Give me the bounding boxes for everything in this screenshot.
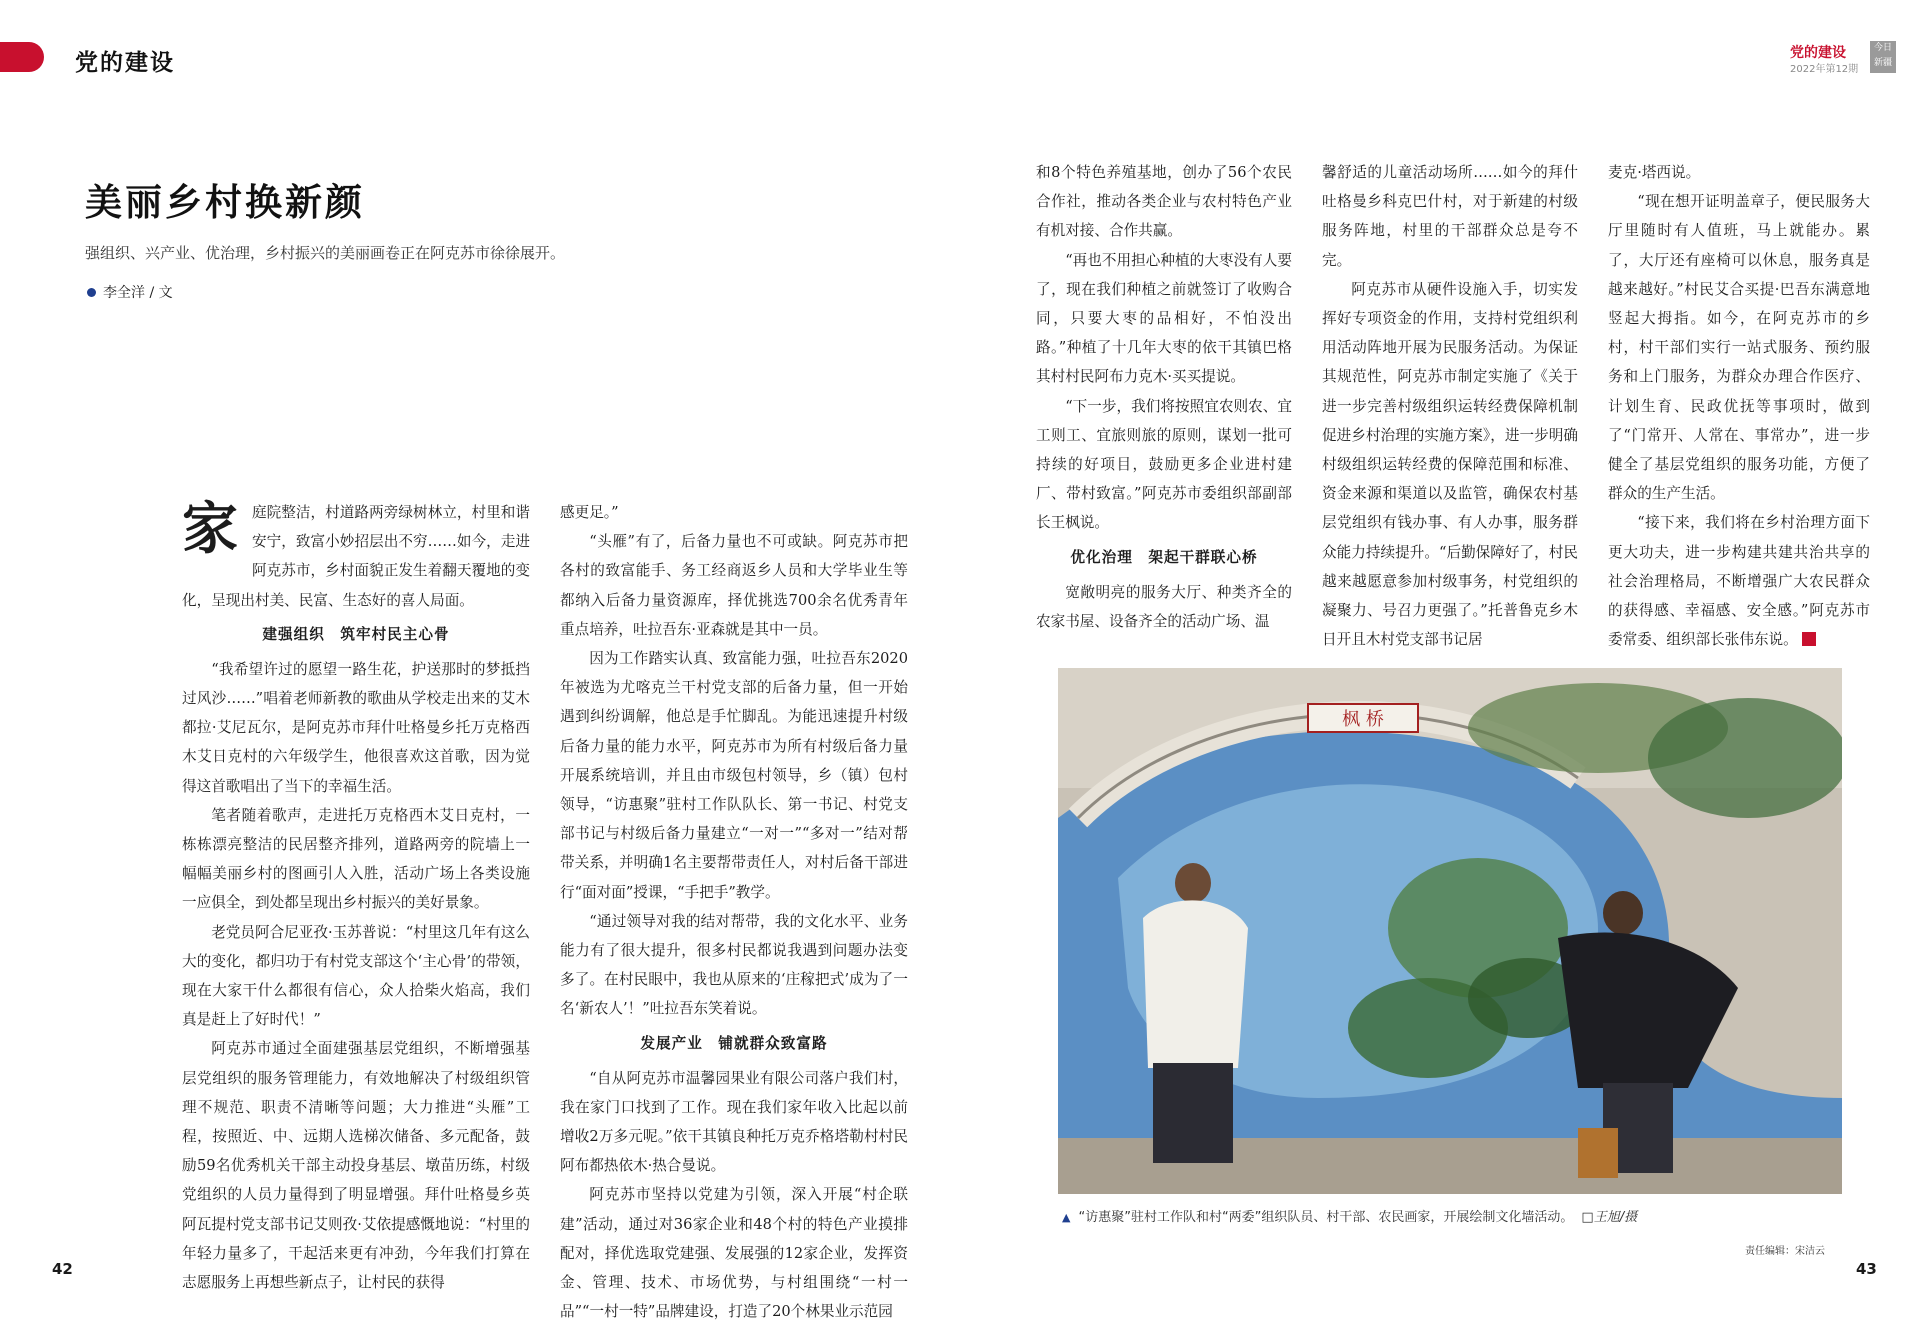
article-photo [1058,668,1842,1194]
author-bullet-icon [87,288,96,297]
running-header-title: 党的建设 [1790,45,1846,61]
lead-paragraph: 家庭院整洁，村道路两旁绿树林立，村里和谐安宁，致富小妙招层出不穷……如今，走进阿克苏市，乡村面貌正发生着翻天覆地的变化，呈现出村美、民富、生态好的喜人局面。 [182,497,530,609]
paragraph: 阿克苏市坚持以党建为引领，深入开展“村企联建”活动，通过对36家企业和48个村的特色产业摸排配对，择优选取党建强、发展强的12家企业，发挥资金、管理、技术、市场优势，与村组围绕“一村一品”“一村一特”品牌建设，打造了20个林果业示范园 [560,1186,908,1321]
column-1 [182,498,530,1297]
paragraph: 麦克·塔西说。 [1608,164,1701,181]
section-heading-2: 发展产业 铺就群众致富路 [640,1034,828,1052]
paragraph: 馨舒适的儿童活动场所……如今的拜什吐格曼乡科克巴什村，对于新建的村级服务阵地，村里的干部群众总是夸不完。 [1322,164,1578,269]
magazine-logo-box: 今日 新疆 [1870,41,1896,73]
column-3 [1036,158,1292,636]
column-2 [560,498,908,1326]
paragraph: “下一步，我们将按照宜农则农、宜工则工、宜旅则旅的原则，谋划一批可持续的好项目，鼓励更多企业进村建厂、带村致富。”阿克苏市委组织部副部长王枫说。 [1036,397,1292,532]
paragraph: 阿克苏市从硬件设施入手，切实发挥好专项资金的作用，支持村党组织利用活动阵地开展为民服务活动。为保证其规范性，阿克苏市制定实施了《关于进一步完善村级组织运转经费保障机制促进乡村治理的实施方案》，进一步明确村级组织运转经费的保障范围和标准、资金来源和渠道以及监管，确保农村基层党组织有钱办事、有人办事，服务群众能力持续提升。“后勤保障好了，村民越来越愿意参加村级事务，村党组织的凝聚力、号召力更强了。”托普鲁克乡木日开且木村党支部书记居 [1322,280,1578,649]
paragraph: 阿克苏市通过全面建强基层党组织，不断增强基层党组织的服务管理能力，有效地解决了村级组织管理不规范、职责不清晰等问题；大力推进“头雁”工程，按照近、中、远期人选梯次储备、多元配备，鼓励59名优秀机关干部主动投身基层、墩苗历练，村级党组织的人员力量得到了明显增强。拜什吐格曼乡英阿瓦提村党支部书记艾则孜·艾依提感慨地说：“村里的年轻力量多了，干起活来更有冲劲，今年我们打算在志愿服务上再想些新点子，让村民的获得 [182,1040,530,1292]
caption-triangle-icon: ▲ [1062,1211,1071,1224]
end-of-article-mark [1802,632,1816,646]
paragraph: “头雁”有了，后备力量也不可或缺。阿克苏市把各村的致富能手、务工经商返乡人员和大学毕业生等都纳入后备力量资源库，择优挑选700余名优秀青年重点培养，吐拉吾东·亚森就是其中一员。 [560,533,908,638]
article-subtitle: 强组织、兴产业、优治理，乡村振兴的美丽画卷正在阿克苏市徐徐展开。 [85,244,566,262]
paragraph: 和8个特色养殖基地，创办了56个农民合作社，推动各类企业与农村特色产业有机对接、合作共赢。 [1036,164,1292,240]
section-heading-3: 优化治理 架起干群联心桥 [1070,548,1258,566]
page-number-right: 43 [1856,1260,1877,1278]
responsible-editor: 责任编辑：宋洁云 [1745,1246,1825,1257]
paragraph: 老党员阿合尼亚孜·玉苏普说：“村里这几年有这么大的变化，都归功于有村党支部这个‘主心骨’的带领，现在大家干什么都很有信心，众人拾柴火焰高，我们真是赶上了好时代！” [182,923,530,1029]
column-4 [1322,158,1578,654]
paragraph: “接下来，我们将在乡村治理方面下更大功夫，进一步构建共建共治共享的社会治理格局，不断增强广大农民群众的获得感、幸福感、安全感。”阿克苏市委常委、组织部长张伟东说。 [1608,514,1870,649]
paragraph: “再也不用担心种植的大枣没有人要了，现在我们种植之前就签订了收购合同，只要大枣的品相好，不怕没出路。”种植了十几年大枣的依干其镇巴格其村村民阿布力克木·买买提说。 [1036,251,1292,386]
paragraph: “我希望许过的愿望一路生花，护送那时的梦抵挡过风沙……”唱着老师新教的歌曲从学校走出来的艾木都拉·艾尼瓦尔，是阿克苏市拜什吐格曼乡托万克格西木艾日克村的六年级学生，他很喜欢这首歌，因为觉得这首歌唱出了当下的幸福生活。 [182,660,530,795]
paragraph: “自从阿克苏市温馨园果业有限公司落户我们村，我在家门口找到了工作。现在我们家年收入比起以前增收2万多元呢。”依干其镇良种托万克乔格塔勒村村民阿布都热依木·热合曼说。 [560,1069,908,1175]
paragraph: 宽敞明亮的服务大厅、种类齐全的农家书屋、设备齐全的活动广场、温 [1036,583,1292,630]
paragraph: “现在想开证明盖章子，便民服务大厅里随时有人值班，马上就能办。累了，大厅还有座椅可以休息，服务真是越来越好。”村民艾合买提·巴吾东满意地竖起大拇指。如今，在阿克苏市的乡村，村干部们实行一站式服务、预约服务和上门服务，为群众办理合作医疗、计划生育、民政优抚等事项时，做到了“门常开、人常在、事常办”，进一步健全了基层党组织的服务功能，方便了群众的生产生活。 [1608,193,1870,503]
running-header-issue: 2022年第12期 [1790,64,1859,75]
article-title: 美丽乡村换新颜 [85,181,365,224]
paragraph: 感更足。” [560,504,619,521]
section-label: 党的建设 [75,49,175,76]
paragraph: “通过领导对我的结对帮带，我的文化水平、业务能力有了很大提升，很多村民都说我遇到问题办法变多了。在村民眼中，我也从原来的‘庄稼把式’成为了一名‘新农人’！”吐拉吾东笑着说。 [560,912,908,1018]
page-number-left: 42 [52,1260,73,1278]
paragraph: 笔者随着歌声，走进托万克格西木艾日克村，一栋栋漂亮整洁的民居整齐排列，道路两旁的院墙上一幅幅美丽乡村的图画引人入胜，活动广场上各类设施一应俱全，到处都呈现出乡村振兴的美好景象。 [182,806,530,912]
section-red-tab [0,42,44,72]
mural-sign-text: 枫 桥 [1342,709,1384,730]
paragraph: 因为工作踏实认真、致富能力强，吐拉吾东2020年被选为尤喀克兰干村党支部的后备力量，但一开始遇到纠纷调解，他总是手忙脚乱。为能迅速提升村级后备力量的能力水平，阿克苏市为所有村级后备力量开展系统培训，并且由市级包村领导，乡（镇）包村领导，“访惠聚”驻村工作队队长、第一书记、村党支部书记与村级后备力量建立“一对一”“多对一”结对帮带关系，并明确1名主要帮带责任人，对村后备干部进行“面对面”授课，“手把手”教学。 [560,650,908,901]
article-author: 李全洋 / 文 [103,285,173,301]
section-heading-1: 建强组织 筑牢村民主心骨 [262,625,450,643]
photo-credit: □王旭/摄 [1581,1210,1638,1225]
column-5 [1608,158,1870,654]
drop-cap: 家 [182,497,238,562]
photo-caption: ▲ “访惠聚”驻村工作队和村“两委”组织队员、村干部、农民画家，开展绘制文化墙活动。 □王旭/摄 [1062,1210,1638,1225]
